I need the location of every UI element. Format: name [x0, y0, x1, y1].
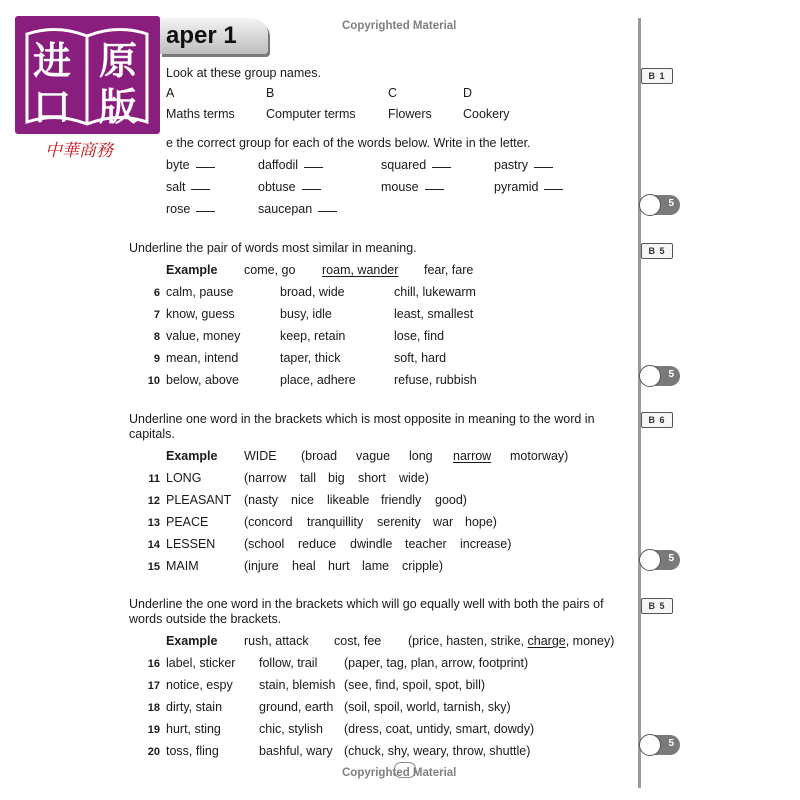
word-pair[interactable]: place, adhere [280, 373, 356, 387]
brand-signature: 中華商務 [45, 141, 113, 161]
word-pair[interactable]: broad, wide [280, 285, 345, 299]
example-label: Example [166, 263, 218, 277]
q4-instruction: words outside the brackets. [129, 612, 282, 626]
option-word: long [409, 449, 433, 463]
question-number: 19 [147, 724, 160, 736]
word-pair: dirty, stain [166, 700, 223, 714]
score-circle[interactable] [639, 549, 661, 571]
logo-char: 进 [33, 38, 72, 83]
word-label: squared [381, 158, 427, 172]
publisher-logo [15, 16, 160, 134]
answer-blank[interactable] [196, 167, 215, 168]
score-circle[interactable] [639, 365, 661, 387]
option-word[interactable]: (concord [244, 515, 293, 529]
option-word-underlined: narrow [453, 449, 492, 463]
question-number: 11 [148, 473, 160, 485]
capital-word: LONG [166, 471, 202, 485]
word-pair: toss, fling [166, 744, 219, 758]
example-pair: come, go [244, 263, 296, 277]
answer-blank[interactable] [425, 189, 444, 190]
margin-line [638, 18, 641, 788]
word-item [166, 202, 215, 216]
option-word[interactable]: nice [291, 493, 314, 507]
word-pair: stain, blemish [259, 678, 336, 692]
word-item [381, 158, 451, 172]
score-total: 5 [668, 369, 674, 380]
answer-blank[interactable] [302, 189, 321, 190]
word-pair[interactable]: lose, find [394, 329, 445, 343]
score-circle[interactable] [639, 734, 661, 756]
answer-blank[interactable] [196, 211, 215, 212]
group-letter: D [463, 86, 473, 100]
word-pair[interactable]: mean, intend [166, 351, 239, 365]
example-label: Example [166, 634, 218, 648]
q4-instruction: Underline the one word in the brackets which will go equally well with both the pairs of [129, 597, 604, 611]
question-number: 13 [147, 517, 160, 529]
word-item [494, 158, 553, 172]
answer-blank[interactable] [544, 189, 563, 190]
option-word[interactable]: friendly [381, 493, 422, 507]
word-item [258, 202, 337, 216]
option-word[interactable]: hurt [328, 559, 350, 573]
q2-instruction: Underline the pair of words most similar in meaning. [129, 241, 417, 255]
word-item [166, 180, 210, 194]
paper-title: aper 1 [166, 22, 237, 49]
word-pair: bashful, wary [259, 744, 333, 758]
score-circle[interactable] [639, 194, 661, 216]
option-word[interactable]: big [328, 471, 345, 485]
option-word[interactable]: (nasty [244, 493, 279, 507]
option-word[interactable]: hope) [465, 515, 497, 529]
word-pair[interactable]: below, above [166, 373, 239, 387]
option-word[interactable]: (injure [244, 559, 279, 573]
question-number: 9 [153, 353, 160, 365]
option-word[interactable]: dwindle [350, 537, 393, 551]
option-word[interactable]: (narrow [244, 471, 287, 485]
word-pair[interactable]: least, smallest [394, 307, 474, 321]
example-pair: cost, fee [334, 634, 382, 648]
word-pair: hurt, sting [166, 722, 221, 736]
group-letter: C [388, 86, 398, 100]
group-name: Flowers [388, 107, 432, 121]
option-word[interactable]: heal [292, 559, 316, 573]
word-pair[interactable]: value, money [166, 329, 241, 343]
example-pair: rush, attack [244, 634, 309, 648]
group-letter: B [266, 86, 275, 100]
capital-word: LESSEN [166, 537, 216, 551]
answer-blank[interactable] [318, 211, 337, 212]
word-label: byte [166, 158, 190, 172]
q3-instruction: Underline one word in the brackets which is most opposite in meaning to the word in [129, 412, 595, 426]
word-item [258, 180, 321, 194]
capital-word: MAIM [166, 559, 199, 573]
score-total: 5 [668, 198, 674, 209]
answer-blank[interactable] [534, 167, 553, 168]
group-name: Cookery [463, 107, 510, 121]
question-number: 15 [147, 561, 160, 573]
answer-blank[interactable] [432, 167, 451, 168]
word-label: pyramid [494, 180, 539, 194]
score-box[interactable] [640, 550, 680, 570]
option-word[interactable]: lame [362, 559, 390, 573]
question-number: 16 [147, 658, 160, 670]
question-number: 17 [147, 680, 160, 692]
word-pair[interactable]: chill, lukewarm [394, 285, 476, 299]
answer-blank[interactable] [304, 167, 323, 168]
option-word[interactable]: likeable [327, 493, 370, 507]
word-label: saucepan [258, 202, 313, 216]
capital-word: PLEASANT [166, 493, 232, 507]
score-box[interactable] [640, 735, 680, 755]
option-list[interactable]: (dress, coat, untidy, smart, dowdy) [344, 722, 535, 736]
score-total: 5 [668, 738, 674, 749]
capital-word: WIDE [244, 449, 277, 463]
word-item [494, 180, 563, 194]
question-number: 10 [147, 375, 160, 387]
word-label: obtuse [258, 180, 296, 194]
option-word[interactable]: short [358, 471, 386, 485]
word-pair: chic, stylish [259, 722, 323, 736]
example-option-underlined: charge [527, 634, 566, 648]
score-box[interactable] [640, 366, 680, 386]
word-label: mouse [381, 180, 419, 194]
option-list[interactable]: (chuck, shy, weary, throw, shuttle) [344, 744, 531, 758]
option-word[interactable]: tranquillity [307, 515, 364, 529]
question-number: 18 [147, 702, 160, 714]
word-item [381, 180, 444, 194]
word-pair: notice, espy [166, 678, 233, 692]
option-word: vague [356, 449, 391, 463]
option-list[interactable]: (soil, spoil, world, tarnish, sky) [344, 700, 511, 714]
word-pair[interactable]: calm, pause [166, 285, 234, 299]
logo-char: 口 [33, 84, 72, 129]
score-total: 5 [668, 553, 674, 564]
option-word: motorway) [510, 449, 569, 463]
skill-ref-badge: B 5 [641, 598, 673, 614]
question-number: 7 [153, 309, 160, 321]
word-label: salt [166, 180, 186, 194]
copyright-header: Copyrighted Material [342, 20, 457, 32]
group-name: Computer terms [266, 107, 356, 121]
question-number: 12 [147, 495, 160, 507]
example-pair: fear, fare [424, 263, 474, 277]
logo-char: 版 [99, 84, 138, 129]
word-item [258, 158, 323, 172]
word-pair: label, sticker [166, 656, 236, 670]
word-label: rose [166, 202, 191, 216]
option-word: (broad [301, 449, 338, 463]
option-word[interactable]: increase) [460, 537, 512, 551]
option-word[interactable]: teacher [405, 537, 447, 551]
option-word[interactable]: war [433, 515, 454, 529]
word-pair[interactable]: keep, retain [280, 329, 346, 343]
option-word[interactable]: reduce [298, 537, 337, 551]
question-number: 14 [147, 539, 160, 551]
example-pair-underlined: roam, wander [322, 263, 399, 277]
question-number: 6 [153, 287, 160, 299]
answer-blank[interactable] [191, 189, 210, 190]
word-pair[interactable]: refuse, rubbish [394, 373, 477, 387]
word-pair[interactable]: taper, thick [280, 351, 341, 365]
skill-ref-badge: B 6 [641, 412, 673, 428]
option-list[interactable]: (see, find, spoil, spot, bill) [344, 678, 486, 692]
group-name: Maths terms [166, 107, 235, 121]
q1-instruction-2: e the correct group for each of the words below. Write in the letter. [166, 136, 531, 150]
skill-ref-badge: B 1 [641, 68, 673, 84]
word-pair[interactable]: soft, hard [394, 351, 447, 365]
skill-ref-badge: B 5 [641, 243, 673, 259]
question-number: 8 [153, 331, 160, 343]
option-word[interactable]: (school [244, 537, 285, 551]
option-list[interactable]: (paper, tag, plan, arrow, footprint) [344, 656, 529, 670]
example-options: , money) [565, 634, 615, 648]
question-number: 20 [147, 746, 160, 758]
word-pair[interactable]: busy, idle [280, 307, 332, 321]
word-pair: follow, trail [259, 656, 318, 670]
option-word[interactable]: serenity [377, 515, 421, 529]
option-word[interactable]: wide) [399, 471, 429, 485]
example-options: (price, hasten, strike, [408, 634, 528, 648]
word-item [166, 158, 215, 172]
score-box[interactable] [640, 195, 680, 215]
word-pair[interactable]: know, guess [166, 307, 235, 321]
copyright-footer: Copyrighted Material [342, 767, 457, 779]
word-pair: ground, earth [259, 700, 334, 714]
logo-char: 原 [99, 38, 138, 83]
option-word[interactable]: good) [435, 493, 467, 507]
group-letter: A [166, 86, 175, 100]
q1-instruction: Look at these group names. [166, 66, 321, 80]
word-label: daffodil [258, 158, 299, 172]
word-label: pastry [494, 158, 529, 172]
example-label: Example [166, 449, 218, 463]
option-word[interactable]: tall [300, 471, 316, 485]
option-word[interactable]: cripple) [402, 559, 443, 573]
q3-instruction: capitals. [129, 427, 175, 441]
capital-word: PEACE [166, 515, 209, 529]
